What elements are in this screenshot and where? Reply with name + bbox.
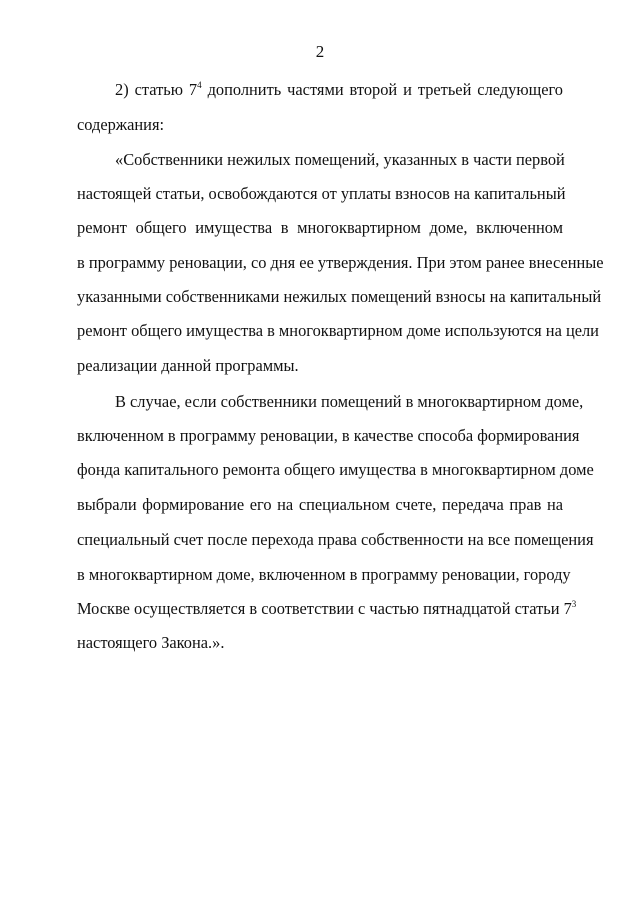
article-superscript: 4 bbox=[197, 80, 202, 90]
paragraph2-line: В случае, если собственники помещений в многоквартирном доме, bbox=[115, 392, 584, 411]
paragraph1-line: реализации данной программы. bbox=[77, 356, 299, 375]
paragraph1-line: в программу реновации, со дня ее утверждения. При этом ранее внесенные bbox=[77, 253, 604, 272]
paragraph2-line: в многоквартирном доме, включенном в программу реновации, городу bbox=[77, 565, 571, 584]
paragraph2-line: настоящего Закона.». bbox=[77, 633, 225, 652]
paragraph1-line: «Собственники нежилых помещений, указанных в части первой bbox=[115, 150, 565, 169]
item-line-2: содержания: bbox=[77, 115, 165, 134]
item-text: 2) статью 7 bbox=[115, 80, 198, 99]
paragraph2-text: Москве осуществляется в соответствии с частью пятнадцатой статьи 7 bbox=[77, 599, 572, 618]
paragraph1-line: настоящей статьи, освобождаются от уплаты взносов на капитальный bbox=[77, 184, 566, 203]
page-number: 2 bbox=[315, 42, 325, 61]
paragraph2-line: выбрали формирование его на специальном счете, передача прав на bbox=[77, 495, 563, 514]
article-superscript: 3 bbox=[571, 599, 577, 609]
paragraph2-line bbox=[77, 599, 577, 619]
item-line-1 bbox=[115, 80, 563, 100]
item-text: дополнить частями второй и третьей следующего bbox=[201, 80, 563, 99]
paragraph2-line: включенном в программу реновации, в качестве способа формирования bbox=[77, 426, 580, 445]
paragraph1-line: ремонт общего имущества в многоквартирном доме, включенном bbox=[77, 218, 563, 237]
paragraph2-line: специальный счет после перехода права собственности на все помещения bbox=[77, 530, 594, 549]
paragraph1-line: ремонт общего имущества в многоквартирном доме используются на цели bbox=[77, 321, 599, 340]
paragraph1-line: указанными собственниками нежилых помещений взносы на капитальный bbox=[77, 287, 602, 306]
paragraph2-line: фонда капитального ремонта общего имущества в многоквартирном доме bbox=[77, 460, 594, 479]
